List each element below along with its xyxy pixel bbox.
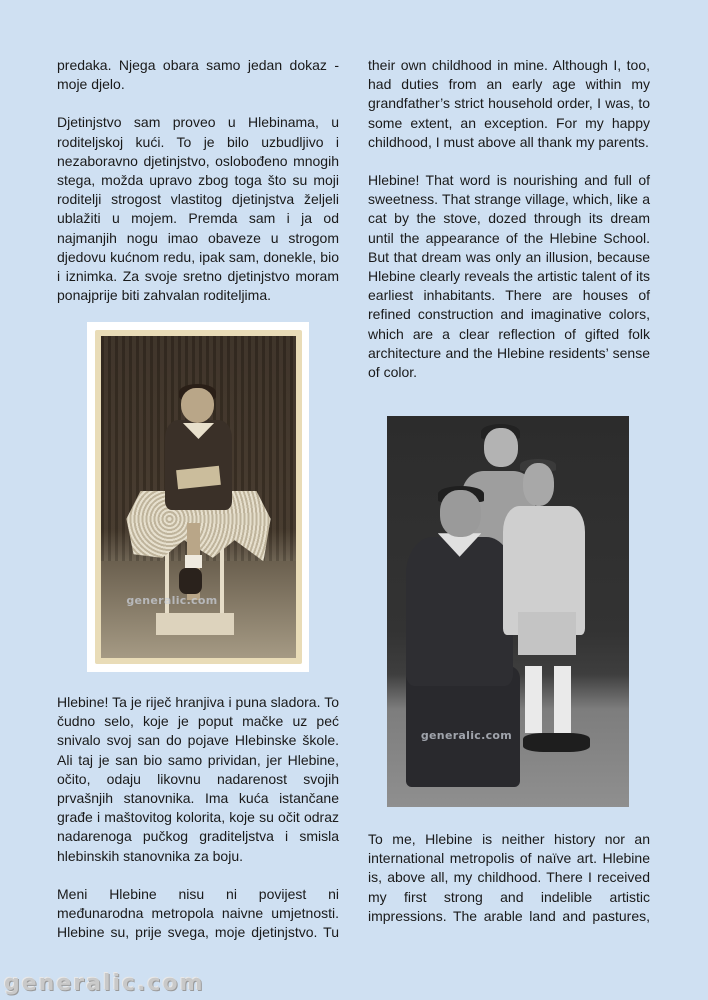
bw-photo [387, 416, 629, 807]
paragraph: To me, Hlebine is neither history nor an international metropolis of naïve art. Hlebine is, above all, my childhood. There I received my first strong and indelible artistic impressions. The arable land and pastures, [368, 831, 650, 924]
right-column-top-text [368, 56, 650, 401]
right-column-bottom-text [368, 830, 650, 945]
photo-watermark: generalic.com [420, 728, 513, 742]
left-column-bottom-text [57, 693, 339, 961]
paragraph: Djetinjstvo sam proveo u Hlebinama, u roditeljskoj kući. To je bilo uzbudljivo i nezaboravno djetinjstvo, oslobođeno mnogih stega, možda upravo zbog toga što su moji roditelji strogost vlastitog djetinjstva željeli ublažiti u mojem. Premda sam i ja od najmanjih nogu imao obaveze u strogom djedovu kućnom redu, ipak sam, donekle, bio i iznimka. Za svoje sretno djetinjstvo moram ponajprije biti zahvalan roditeljima. [57, 114, 339, 304]
photo-family-portrait [387, 416, 629, 807]
left-column-top-text [57, 56, 339, 324]
sepia-photo [101, 336, 296, 658]
postcard-frame [95, 330, 302, 664]
paragraph: Hlebine! Ta je riječ hranjiva i puna sladora. To čudno selo, koje je poput mačke uz peć snivalo svoj san do pojave Hlebinske škole. Ali taj je san bio samo prividan, jer Hlebine, očito, odaju likovnu nadarenost svojih prvašnjih stanovnika. Ima kuća istančane građe i maštovitog kolorita, koje su očit odraz nadarenoga pučkog graditeljstva i smisla hlebinskih stanovnika za boju. [57, 694, 339, 864]
photo-watermark: generalic.com [126, 593, 218, 607]
paragraph: their own childhood in mine. Although I, too, had duties from an early age within my grandfather’s strict household order, I was, to some extent, an exception. For my happy childhood, I must above all thank my parents. [368, 57, 650, 150]
paragraph: predaka. Njega obara samo jedan dokaz - moje djelo. [57, 57, 339, 93]
paragraph: Hlebine! That word is nourishing and full of sweetness. That strange village, which, like a cat by the stove, dozed through its dream until the appearance of the Hlebine School. But that dream was only an illusion, because Hlebine clearly reveals the artistic talent of its earliest inhabitants. There are houses of refined construction and imaginative colors, which are a clear reflection of gifted folk architecture and the Hlebine residents’ sense of color. [368, 172, 650, 381]
site-watermark-logo: generalic.com [4, 971, 205, 996]
paragraph: Meni Hlebine nisu ni povijest ni međunarodna metropola naivne umjetnosti. Hlebine su, prije svega, moje djetinjstvo. Tu [57, 885, 339, 941]
photo-boy-portrait [87, 322, 309, 672]
